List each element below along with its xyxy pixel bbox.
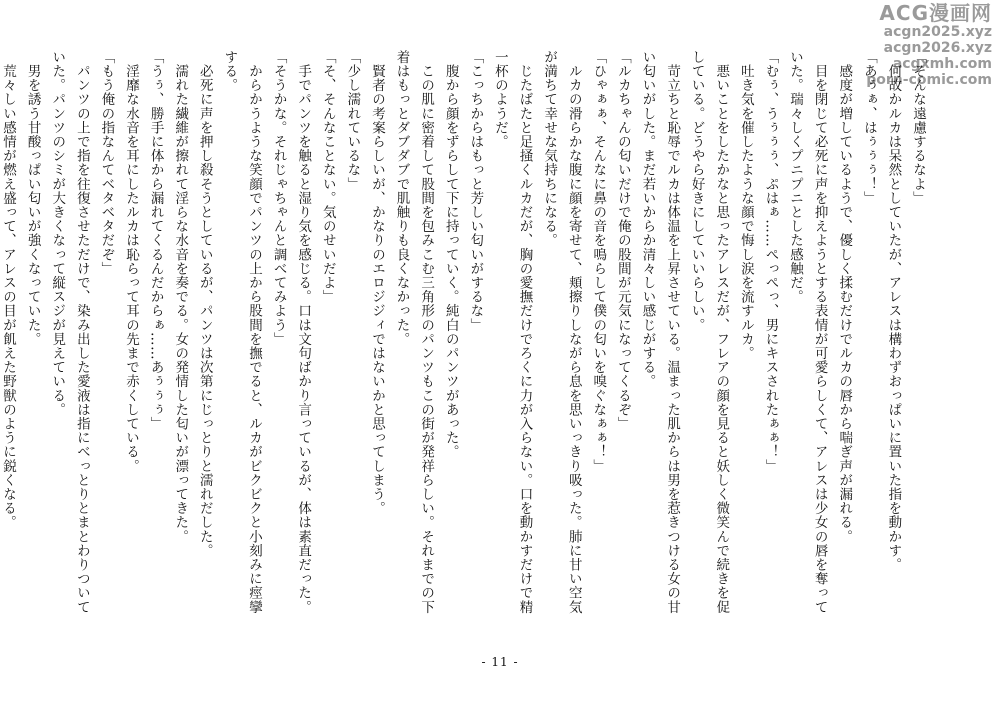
text-line: 目を閉じて必死に声を抑えようとする表情が可愛らしくて、アレスは少女の唇を奪って bbox=[811, 50, 828, 614]
text-line: 「ひゃぁぁ、そんなに鼻の音を鳴らして僕の匂いを嗅ぐなぁぁ！」 bbox=[590, 50, 607, 473]
text-line: 「そ、そんなことない。気のせいだよ」 bbox=[319, 50, 336, 304]
text-line: 淫靡な水音を耳にしたルカは恥らって耳の先まで赤くしている。 bbox=[123, 50, 139, 473]
text-line: 悪いことをしたかなと思ったアレスだが、フレアの顔を見ると妖しく微笑んで続きを促 bbox=[713, 50, 730, 614]
text-line: 「そうかな。それじゃちゃんと調べてみよう」 bbox=[270, 50, 287, 347]
text-line: 吐き気を催したような顔で悔し涙を流すルカ。 bbox=[737, 50, 754, 361]
text-line: 必死に声を押し殺そうとしているが、パンツは次第にじっとりと濡れだした。 bbox=[196, 50, 213, 558]
text-line: 苛立ちと恥辱でルカは体温を上昇させている。温まった肌からは男を惹きつける女の甘 bbox=[664, 50, 681, 614]
text-line: からかうような笑顔でパンツの上から股間を撫でると、ルカがビクビクと小刻みに痙攣 bbox=[245, 50, 262, 614]
text-line: いた。瑞々しくプニプニとした感触だ。 bbox=[787, 50, 804, 304]
page-number: - 11 - bbox=[481, 655, 519, 669]
text-line: い匂いがした。まだ若いからか清々しい感じがする。 bbox=[639, 50, 656, 389]
watermark-title: ACG漫画网 bbox=[879, 1, 992, 25]
text-line: 「少し濡れているな」 bbox=[344, 50, 361, 191]
text-line: 「もう俺の指なんてベタベタだぞ」 bbox=[98, 50, 115, 276]
text-line: 荒々しい感情が燃え盛って、アレスの目が飢えた野獣のように鋭くなる。 bbox=[0, 50, 17, 530]
text-line: 「あぅぁ、はぅぅぅ！」 bbox=[860, 50, 877, 206]
text-line: 「そんな遠慮するなよ」 bbox=[910, 50, 926, 206]
text-line: する。 bbox=[221, 50, 238, 93]
text-line: 一杯のようだ。 bbox=[491, 50, 508, 149]
watermark-url: porn-comic.com bbox=[866, 72, 992, 88]
text-line: 男を誘う甘酸っぱい匂いが強くなっていた。 bbox=[24, 50, 41, 347]
text-line: 「ルカちゃんの匂いだけで俺の股間が元気になってくるぞ」 bbox=[614, 50, 631, 431]
text-line: 何故かルカは呆然としていたが、アレスは構わずおっぱいに置いた指を動かす。 bbox=[885, 50, 902, 572]
text-line: 感度が増しているようで、優しく揉むだけでルカの唇から喘ぎ声が漏れる。 bbox=[836, 50, 853, 544]
text-line: 着はもっとダブダブで肌触りも良くなかった。 bbox=[393, 50, 410, 347]
text-line: が満ちて幸せな気持ちになる。 bbox=[541, 50, 558, 248]
text-line: 「こっちからはもっと芳しい匂いがするな」 bbox=[467, 50, 484, 332]
text-line: 腹から顔をずらして下に持っていく。純白のパンツがあった。 bbox=[442, 50, 459, 459]
text-line: 手でパンツを触ると湿り気を感じる。口は文句ばかり言っているが、体は素直だった。 bbox=[295, 50, 312, 614]
text-line: 「うぅ、勝手に体から漏れてくるんだからぁ……あぅぅぅ」 bbox=[147, 50, 164, 431]
text-line: パンツの上で指を往復させただけで、染み出した愛液は指にべっとりとまとわりついて bbox=[73, 50, 90, 614]
watermark-url: acgn2025.xyz bbox=[883, 24, 992, 40]
text-line: ルカの滑らかな腹に顔を寄せて、頬擦りしながら息を思いっきり吸った。肺に甘い空気 bbox=[565, 50, 582, 614]
vertical-text-body bbox=[0, 50, 930, 614]
text-line: いた。パンツのシミが大きくなって縦スジが見えている。 bbox=[49, 50, 66, 417]
text-line: 賢者の考案らしいが、かなりのエロジジィではないかと思ってしまう。 bbox=[368, 50, 385, 516]
watermark-url: acgn2026.xyz bbox=[883, 40, 992, 56]
text-line: じたばたと足掻くルカだが、胸の愛撫だけでろくに力が入らない。口を動かすだけで精 bbox=[516, 50, 533, 614]
text-line: 濡れた繊維が擦れて淫らな水音を奏でる。女の発情した匂いが漂ってきた。 bbox=[172, 50, 189, 544]
text-line: 「むぅ、うぅぅぅ、ぷはぁ……ぺっぺっ、男にキスされたぁぁ！」 bbox=[762, 50, 779, 473]
text-line: この肌に密着して股間を包みこむ三角形のパンツもこの街が発祥らしい。それまでの下 bbox=[418, 50, 435, 614]
watermark-url: acgxmh.com bbox=[892, 56, 992, 72]
text-line: している。どうやら好きにしていいらしい。 bbox=[688, 50, 705, 332]
